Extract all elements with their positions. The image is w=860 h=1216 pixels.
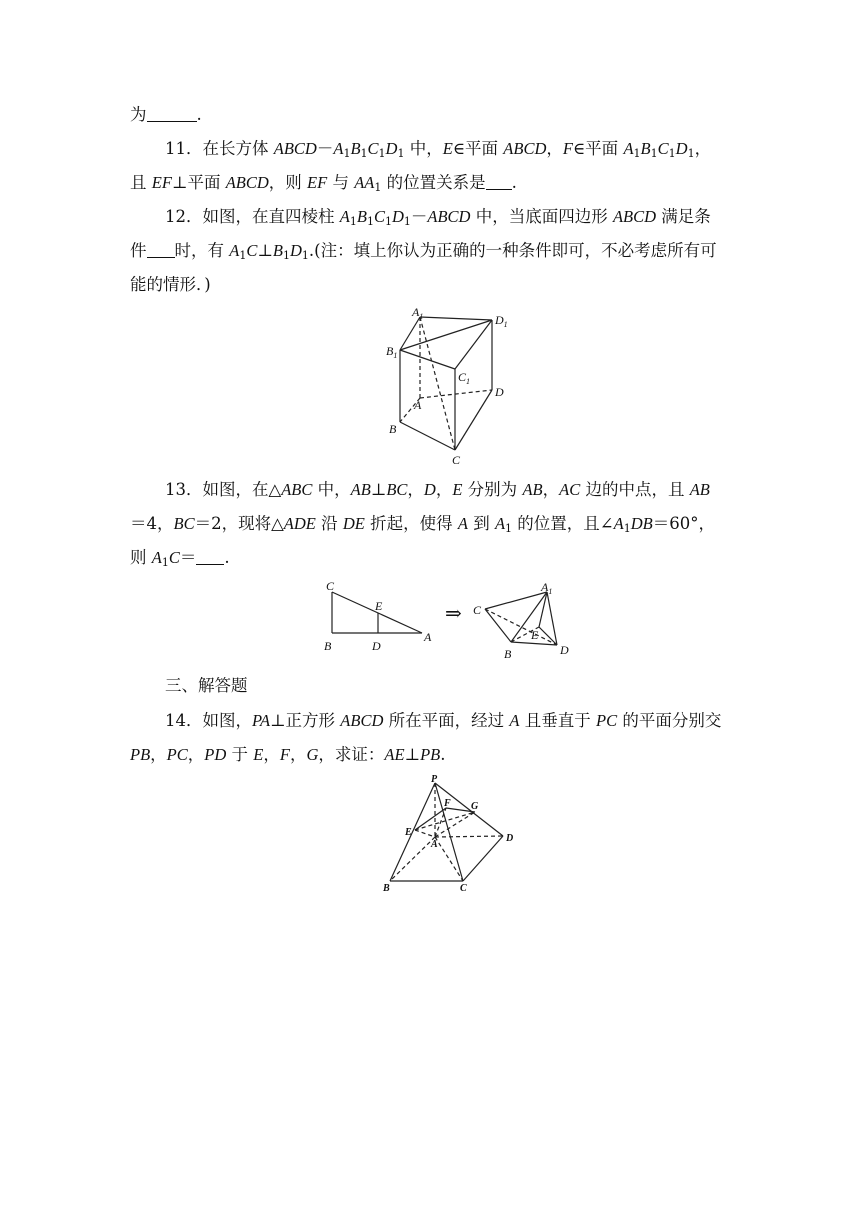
- label-d: D: [495, 385, 504, 399]
- edge-cd: [455, 390, 492, 450]
- edge-b1c1: [400, 350, 455, 369]
- q13-var: DB: [630, 514, 653, 533]
- right-label-d: D: [560, 643, 569, 657]
- q13-fold-figure: [315, 578, 585, 663]
- label-a1: $A_1$: [412, 305, 424, 321]
- q13-var: ADE: [283, 514, 316, 533]
- q14-text: ⊥正方形: [270, 711, 341, 730]
- q11-var: B: [350, 139, 361, 158]
- q12-var: B: [356, 207, 367, 226]
- q12-number: 12．: [165, 207, 203, 226]
- q11-sub: 1: [374, 181, 382, 194]
- q14-var: PC: [166, 745, 188, 764]
- q11-var: D: [385, 139, 398, 158]
- edge-pb: [390, 783, 435, 881]
- label-p: P: [431, 775, 438, 785]
- q11-sub: 1: [343, 147, 351, 160]
- q11-sub: 1: [360, 147, 368, 160]
- q10-answer-blank[interactable]: [147, 105, 197, 122]
- q11-text: ∈平面: [452, 139, 504, 158]
- implies-arrow: ⇒: [445, 603, 462, 625]
- diag-ac-hidden: [435, 837, 463, 881]
- q11-sub: 1: [633, 147, 641, 160]
- diag-a1c-hidden: [420, 317, 455, 450]
- q14-var: G: [306, 745, 319, 764]
- q14-var: F: [279, 745, 290, 764]
- q12-text: 能的情形．): [130, 275, 211, 294]
- q14-var: PA: [252, 711, 271, 730]
- label-g: G: [471, 801, 479, 812]
- q14-text: 的平面分别交: [617, 711, 722, 730]
- edge-c1d1: [455, 320, 492, 369]
- q11-var: A: [623, 139, 634, 158]
- q12-text: ⊥: [257, 241, 273, 260]
- q14-text: ，: [187, 745, 205, 764]
- q13-line3: [130, 546, 230, 570]
- seg-cb-r: [485, 609, 511, 642]
- q12-line1: [165, 205, 711, 229]
- q11-var: EF: [151, 173, 172, 192]
- q11-text: ，则: [268, 173, 308, 192]
- q13-line2: [130, 512, 715, 536]
- seg-ag-hidden: [435, 812, 475, 837]
- right-label-e: E: [531, 628, 539, 642]
- q14-pyramid-figure: [378, 775, 523, 900]
- q13-text: 到: [467, 514, 495, 533]
- seg-ca1: [485, 592, 547, 609]
- q14-var: A: [509, 711, 520, 730]
- left-label-d: D: [372, 639, 381, 653]
- q11-var: A: [333, 139, 344, 158]
- label-a: A: [414, 398, 422, 412]
- q13-var: BC: [386, 480, 408, 499]
- q13-text: 中，: [312, 480, 351, 499]
- label-a: A: [431, 839, 438, 850]
- label-c: C: [452, 453, 461, 467]
- label-b1: $B_1$: [386, 344, 398, 360]
- q13-text: 如图，在△: [202, 480, 282, 499]
- q11-line2: [130, 171, 517, 195]
- q11-var: ABCD: [273, 139, 317, 158]
- q13-text: ＝4，: [130, 514, 174, 533]
- q11-var: ABCD: [225, 173, 269, 192]
- q11-sub: 1: [397, 147, 405, 160]
- q12-text: 中，当底面四边形: [470, 207, 613, 226]
- q13-text: ，: [435, 480, 453, 499]
- q12-sub: 1: [403, 215, 411, 228]
- q12-text: .(注：填上你认为正确的一种条件即可，不必考虑所有可: [308, 241, 717, 260]
- label-d1: $D_1$: [495, 313, 508, 329]
- q14-text: .: [440, 745, 446, 764]
- q13-text: 的位置，且∠: [512, 514, 614, 533]
- q13-var: DE: [342, 514, 365, 533]
- q11-number: 11．: [165, 139, 203, 158]
- q14-text: 所在平面，经过: [383, 711, 510, 730]
- q11-text: ，: [694, 139, 712, 158]
- q11-text: ∈平面: [572, 139, 624, 158]
- seg-ea-hidden: [415, 830, 435, 837]
- q12-var: D: [289, 241, 302, 260]
- edge-ad-hidden: [435, 836, 503, 837]
- left-label-e: E: [375, 599, 383, 613]
- q11-var: E: [442, 139, 453, 158]
- q10-tail: [130, 103, 202, 127]
- right-label-b: B: [504, 647, 512, 661]
- q11-text: ⊥平面: [171, 173, 226, 192]
- q12-text: 时，有: [174, 241, 230, 260]
- q14-text: 如图，: [202, 711, 252, 730]
- q13-text: 沿: [315, 514, 343, 533]
- q12-line2: [130, 239, 717, 263]
- q13-text: 则: [130, 548, 152, 567]
- q14-text: 于: [226, 745, 254, 764]
- q12-var: C: [246, 241, 258, 260]
- q11-text: 且: [130, 173, 152, 192]
- q13-var: ABC: [281, 480, 313, 499]
- q14-line2: [130, 743, 446, 767]
- q11-var: B: [640, 139, 651, 158]
- q11-sub: 1: [650, 147, 658, 160]
- seg-cd-hidden: [485, 609, 557, 645]
- q11-line1: [165, 137, 711, 161]
- q12-prism-figure: [380, 305, 520, 470]
- q10-text: 为: [130, 105, 147, 124]
- q11-var: C: [367, 139, 379, 158]
- q11-var: C: [657, 139, 669, 158]
- q14-var: PB: [130, 745, 151, 764]
- q14-var: ABCD: [340, 711, 384, 730]
- left-label-a: A: [424, 630, 432, 644]
- q13-var: D: [423, 480, 436, 499]
- q12-var: C: [373, 207, 385, 226]
- q13-text: ⊥: [370, 480, 387, 499]
- edge-ab-hidden: [390, 837, 435, 881]
- q13-var: A: [151, 548, 162, 567]
- q14-text: ，: [150, 745, 167, 764]
- q12-answer-blank[interactable]: [147, 241, 175, 258]
- q12-sub: 1: [366, 215, 374, 228]
- q11-var: D: [675, 139, 688, 158]
- q11-text: 与: [327, 173, 355, 192]
- seg-ef: [415, 808, 446, 830]
- q11-sub: 1: [687, 147, 695, 160]
- edge-bc: [400, 422, 455, 450]
- left-label-b: B: [324, 639, 332, 653]
- q13-line1: [165, 478, 710, 502]
- q13-sub: 1: [623, 522, 631, 535]
- q12-text: 如图，在直四棱柱: [202, 207, 340, 226]
- label-b: B: [389, 422, 397, 436]
- q11-text: 中，: [404, 139, 443, 158]
- q14-text: ，求证：: [318, 745, 385, 764]
- q13-text: ＝: [179, 548, 197, 567]
- edge-a1d1: [420, 317, 492, 320]
- q11-var: EF: [307, 173, 328, 192]
- q14-text: ，: [263, 745, 280, 764]
- q13-text: ＝2，现将△: [194, 514, 284, 533]
- q13-var: A: [494, 514, 506, 533]
- q12-var: ABCD: [427, 207, 471, 226]
- q11-var: AA: [354, 173, 375, 192]
- q12-line3: [130, 273, 211, 297]
- q12-sub: 1: [239, 249, 247, 262]
- q12-var: A: [229, 241, 240, 260]
- q12-sub: 1: [301, 249, 309, 262]
- q13-var: AB: [689, 480, 710, 499]
- q13-text: 分别为: [462, 480, 523, 499]
- q14-var: PC: [595, 711, 618, 730]
- q14-text: ⊥: [404, 745, 421, 764]
- q13-answer-blank[interactable]: [196, 548, 224, 565]
- label-f: F: [444, 798, 451, 809]
- right-label-c: C: [473, 603, 482, 617]
- q13-sub: 1: [161, 556, 169, 569]
- q13-var: AB: [350, 480, 371, 499]
- q11-var: F: [562, 139, 573, 158]
- right-label-a1: $A_1$: [541, 580, 553, 596]
- q12-var: B: [272, 241, 283, 260]
- section-heading: [165, 674, 248, 698]
- q11-text: ，: [546, 139, 563, 158]
- q12-sub: 1: [384, 215, 392, 228]
- q12-text: 件: [130, 241, 147, 260]
- q13-text: 折起，使得: [364, 514, 458, 533]
- q13-text: 边的中点，且: [580, 480, 690, 499]
- q12-text: 满足条: [656, 207, 711, 226]
- q13-text: ，: [407, 480, 424, 499]
- q12-var: A: [339, 207, 350, 226]
- q11-answer-blank[interactable]: [486, 173, 512, 190]
- q13-var: BC: [173, 514, 195, 533]
- q13-sub: 1: [505, 522, 513, 535]
- q13-var: C: [168, 548, 180, 567]
- q14-text: ，: [289, 745, 307, 764]
- q12-var: ABCD: [612, 207, 657, 226]
- label-c: C: [460, 883, 467, 894]
- q13-text: ，: [542, 480, 560, 499]
- q11-text: .: [511, 173, 517, 192]
- q10-end: .: [196, 105, 202, 124]
- q14-text: 且垂直于: [519, 711, 596, 730]
- label-c1: $C_1$: [458, 370, 471, 386]
- q13-var: AB: [522, 480, 543, 499]
- q11-sub: 1: [668, 147, 676, 160]
- label-b: B: [383, 883, 390, 894]
- q12-sub: 1: [282, 249, 290, 262]
- q13-var: E: [452, 480, 463, 499]
- q14-line1: [165, 709, 721, 733]
- q12-var: D: [391, 207, 404, 226]
- edge-ad-hidden: [420, 390, 492, 398]
- edge-b1d1: [400, 320, 492, 350]
- q13-var: AC: [559, 480, 581, 499]
- q13-text: .: [224, 548, 230, 567]
- label-e: E: [405, 827, 412, 838]
- seg-bd-r: [511, 642, 557, 645]
- q14-var: AE: [384, 745, 405, 764]
- q11-text: 的位置关系是: [381, 173, 486, 192]
- q11-var: ABCD: [503, 139, 547, 158]
- q14-var: PD: [204, 745, 227, 764]
- q14-number: 14．: [165, 711, 203, 730]
- label-d: D: [506, 833, 514, 844]
- q13-var: A: [613, 514, 624, 533]
- q12-sub: 1: [349, 215, 357, 228]
- q11-sub: 1: [378, 147, 386, 160]
- section-title: 三、解答题: [165, 676, 248, 695]
- q14-var: PB: [420, 745, 441, 764]
- left-label-c: C: [326, 579, 335, 593]
- edge-cd: [463, 836, 503, 881]
- q12-text: －: [410, 207, 428, 226]
- q11-text: 在长方体: [202, 139, 274, 158]
- q13-number: 13．: [165, 480, 203, 499]
- q13-var: A: [457, 514, 468, 533]
- q14-var: E: [253, 745, 264, 764]
- q11-text: －: [316, 139, 334, 158]
- q13-text: ＝60°，: [652, 514, 715, 533]
- seg-eg-hidden: [415, 812, 475, 830]
